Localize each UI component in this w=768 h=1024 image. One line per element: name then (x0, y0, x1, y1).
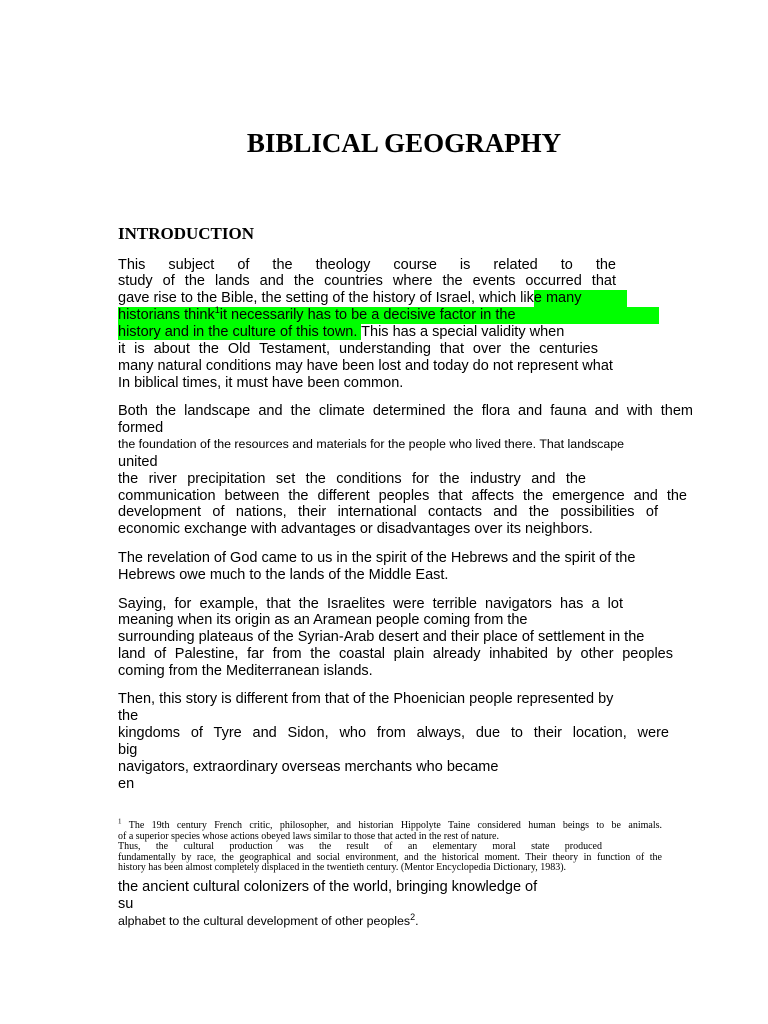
footnote-text: The 19th century French critic, philosopher, and historian Hippolyte Taine considered human beings to be animals. (121, 820, 662, 831)
line-text: it necessarily has to be a decisive factor in the (219, 307, 516, 323)
paragraph-line (118, 324, 564, 341)
paragraph-line: meaning when its origin as an Aramean people coming from the (118, 612, 528, 628)
paragraph-line: Both the landscape and the climate determined the flora and fauna and with them (118, 403, 693, 419)
line-text: This has a special validity when (361, 324, 565, 340)
paragraph-line: communication between the different peoples that affects the emergence and the (118, 488, 687, 504)
paragraph-line (118, 290, 627, 307)
footnote-line (118, 817, 662, 832)
footnote (118, 817, 662, 874)
paragraph-line: land of Palestine, far from the coastal plain already inhabited by other peoples (118, 646, 673, 662)
paragraph-line: coming from the Mediterranean islands. (118, 663, 373, 679)
highlighted-line (118, 307, 659, 324)
paragraph-line: the (118, 708, 139, 724)
paragraph-line: kingdoms of Tyre and Sidon, who from always, due to their location, were (118, 725, 669, 741)
footnote-line: of a superior species whose actions obeyed laws similar to those that acted in the rest of nature. (118, 830, 499, 842)
paragraph-line: Then, this story is different from that of the Phoenician people represented by (118, 691, 614, 707)
document-title: BIBLICAL GEOGRAPHY (246, 128, 562, 158)
paragraph-line: united (118, 454, 158, 470)
paragraph-line: development of nations, their international contacts and the possibilities of (118, 504, 658, 520)
footnote-ref: 1 (214, 305, 220, 316)
footnote-line: history has been almost completely displaced in the twentieth century. (Mentor Encyclopedia Dictionary, 1983). (118, 862, 567, 874)
paragraph-line: Saying, for example, that the Israelites were terrible navigators has a lot (118, 596, 623, 612)
paragraph-line: surrounding plateaus of the Syrian-Arab desert and their place of settlement in the (118, 629, 645, 645)
line-text: historians think (118, 307, 215, 323)
paragraph-line: many natural conditions may have been lost and today do not represent what (118, 358, 613, 374)
section-heading: INTRODUCTION (118, 224, 255, 243)
paragraph-line: study of the lands and the countries where the events occurred that (118, 273, 616, 289)
paragraph-line: Hebrews owe much to the lands of the Middle East. (118, 567, 449, 583)
paragraph-line: the foundation of the resources and materials for the people who lived there. That landscape (118, 437, 625, 451)
paragraph-line: formed (118, 420, 164, 436)
paragraph-line: economic exchange with advantages or disadvantages over its neighbors. (118, 521, 593, 537)
paragraph-line: In biblical times, it must have been common. (118, 375, 404, 391)
paragraph-line: su (118, 896, 134, 912)
line-text: gave rise to the Bible, the setting of the history of Israel, which lik (118, 290, 534, 306)
footnote-marker: 1 (118, 817, 122, 826)
footnote-line: fundamentally by race, the geographical and social environment, and the historical moment. Their theory in function of the (118, 851, 662, 863)
paragraph-line: The revelation of God came to us in the spirit of the Hebrews and the spirit of the (118, 550, 636, 566)
footnote-line: Thus, the cultural production was the result of an elementary moral state produced (118, 841, 602, 853)
paragraph-line: it is about the Old Testament, understanding that over the centuries (118, 341, 598, 357)
line-text: . (415, 914, 419, 928)
paragraph-line: the river precipitation set the conditions for the industry and the (118, 471, 586, 487)
line-text: alphabet to the cultural development of other peoples (118, 914, 411, 928)
paragraph-line: This subject of the theology course is related to the (118, 257, 616, 273)
footnote-ref: 2 (410, 911, 416, 922)
highlighted-text: history and in the culture of this town. (118, 324, 362, 340)
paragraph-line: en (118, 776, 135, 792)
paragraph-line: navigators, extraordinary overseas merchants who became (118, 759, 499, 775)
paragraph-line: the ancient cultural colonizers of the world, bringing knowledge of (118, 879, 538, 895)
paragraph-line (118, 913, 419, 930)
highlighted-text: e many (534, 290, 627, 307)
paragraph-line: big (118, 742, 138, 758)
